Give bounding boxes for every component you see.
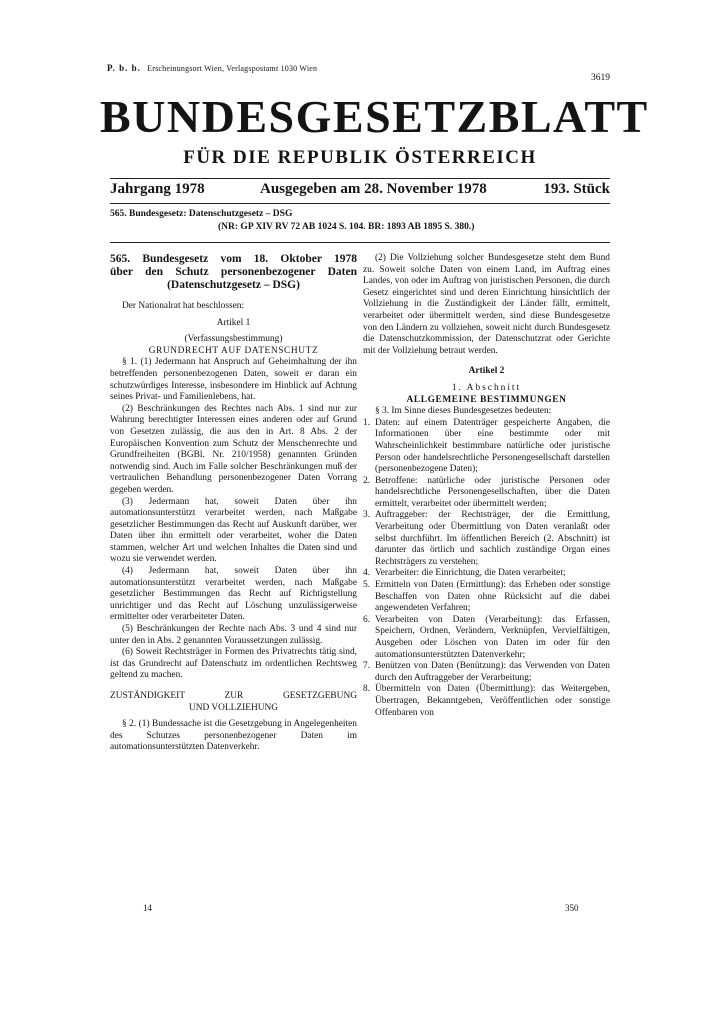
section-1-heading: 1. Abschnitt — [451, 382, 522, 393]
divider-bottom — [110, 242, 610, 243]
postal-note: Erscheinungsort Wien, Verlagspostamt 1030 Wien — [147, 64, 318, 73]
definitions-list — [363, 418, 610, 719]
paragraph: § 1. (1) Jedermann hat Anspruch auf Geheimhaltung der ihn betreffenden personenbezogenen Daten, soweit er daran ein schutzwürdiges Interesse, insbesondere im Hinblick auf Achtung seines Privat- und Familienlebens, hat. — [110, 357, 357, 403]
list-item: 4. Verarbeiter: die Einrichtung, die Daten verarbeitet; — [363, 568, 566, 579]
list-item: 2. Betroffene: natürliche oder juristische Personen oder handelsrechtliche Personengesellschaften, über die Daten ermittelt, verarbeitet oder übermittelt werden; — [363, 475, 610, 509]
intro-text: Der Nationalrat hat beschlossen: — [122, 301, 245, 311]
masthead-subtitle: FÜR DIE REPUBLIK ÖSTERREICH — [183, 147, 537, 168]
law-title-line-1: 565. Bundesgesetz vom 18. Oktober 1978 — [110, 253, 357, 265]
right-column — [363, 253, 610, 719]
contents-summary — [110, 208, 610, 234]
summary-line-1: 565. Bundesgesetz: Datenschutzgesetz – DSG — [110, 209, 293, 219]
list-item: 3. Auftraggeber: der Rechtsträger, der die Ermittlung, Verarbeitung oder Übermittlung von Daten veranlaßt oder selbst durchführt. Im öffentlichen Bereich (2. Abschnitt) ist darunter das örtlich und sachlich zuständige Organ eines Rechtsträgers zu verstehen; — [363, 510, 610, 567]
issue-year: Jahrgang 1978 — [110, 181, 205, 197]
list-item: 6. Verarbeiten von Daten (Verarbeitung): das Erfassen, Speichern, Ordnen, Verändern, Verknüpfen, Vervielfältigen, Ausgeben oder Löschen von Daten im oder für den automationsunterstützten Datenverkehr; — [363, 614, 610, 660]
paragraph: (5) Beschränkungen der Rechte nach Abs. 3 und 4 sind nur unter den in Abs. 2 genannten Voraussetzungen zulässig. — [110, 624, 357, 646]
footer-right-number: 350 — [565, 903, 579, 913]
section-heading-zustaendigkeit: ZUSTÄNDIGKEIT ZUR GESETZGEBUNG — [110, 691, 357, 701]
issue-line — [110, 181, 610, 201]
paragraph: (2) Beschränkungen des Rechtes nach Abs. 1 sind nur zur Wahrung berechtigter Interessen eines anderen oder auf Grund von Gesetzen zulässig, die aus den in Art. 8 Abs. 2 der Europäischen Konvention zum Schutz der Menschenrechte und Grundfreiheiten (BGBl. Nr. 210/1958) genannten Gründen notwendig sind. Auch im Falle solcher Beschränkungen muß der vertraulichen Behandlung personenbezogener Daten Vorrang gegeben werden. — [110, 403, 357, 495]
page-number: 3619 — [591, 73, 610, 83]
issue-piece: 193. Stück — [543, 181, 610, 197]
law-title — [110, 253, 357, 292]
masthead-title: BUNDESGESETZBLATT — [100, 91, 649, 142]
issue-date: Ausgegeben am 28. November 1978 — [260, 181, 487, 197]
list-item: 7. Benützen von Daten (Benützung): das Verwenden von Daten durch den Auftraggeber der Verarbeitung; — [363, 661, 610, 683]
article-1-subheading: (Verfassungsbestimmung) — [184, 334, 283, 345]
footer-left-number: 14 — [143, 903, 152, 913]
postal-header — [107, 63, 317, 73]
summary-line-2: (NR: GP XIV RV 72 AB 1024 S. 104. BR: 1893 AB 1895 S. 380.) — [218, 222, 475, 232]
left-column — [110, 253, 357, 754]
section-heading-zustaendigkeit-2: UND VOLLZIEHUNG — [188, 702, 279, 713]
paragraph: (2) Die Vollziehung solcher Bundesgesetze steht dem Bund zu. Soweit solche Daten von einem Land, im Auftrag eines Landes, von oder im Auftrag von juristischen Personen, die durch Gesetz eingerichtet sind und deren Einrichtung hinsichtlich der Vollziehung in die Zuständigkeit der Länder fällt, ermittelt, verarbeitet oder übermittelt werden, sind diese Bundesgesetze von den Ländern zu vollziehen, soweit nicht durch Bundesgesetz die Datenschutzkommission, der Datenschutzrat oder Gerichte mit der Vollziehung betraut werden. — [363, 253, 610, 356]
paragraph: (6) Soweit Rechtsträger in Formen des Privatrechts tätig sind, ist das Grundrecht auf Datenschutz im ordentlichen Rechtsweg geltend zu machen. — [110, 647, 357, 681]
law-title-line-2: über den Schutz personenbezogener Daten — [110, 266, 357, 278]
divider-middle — [110, 203, 610, 204]
section-heading-grundrecht: GRUNDRECHT AUF DATENSCHUTZ — [148, 345, 319, 356]
paragraph: § 3. Im Sinne dieses Bundesgesetzes bedeuten: — [375, 406, 552, 417]
pbb-mark: P. b. b. — [107, 63, 141, 73]
paragraph: (4) Jedermann hat, soweit Daten über ihn automationsunterstützt verarbeitet werden, nach Maßgabe gesetzlicher Bestimmungen das Recht auf Richtigstellung unrichtiger und das Recht auf Löschung unzulässigerweise ermittelter oder verarbeiteter Daten. — [110, 566, 357, 623]
article-2-heading: Artikel 2 — [468, 366, 505, 377]
paragraph: (3) Jedermann hat, soweit Daten über ihn automationsunterstützt verarbeitet werden, nach Maßgabe gesetzlicher Bestimmungen das Recht auf Auskunft darüber, wer Daten über ihn ermittelt oder verarbeitet, woher die Daten stammen, welcher Art und welchen Inhaltes die Daten sind und wozu sie verwendet werden. — [110, 496, 357, 565]
paragraph: § 2. (1) Bundessache ist die Gesetzgebung in Angelegenheiten des Schutzes personenbezogener Daten im automationsunterstützten Datenverkehr. — [110, 719, 357, 753]
list-item: 5. Ermitteln von Daten (Ermittlung): das Erheben oder sonstige Beschaffen von Daten ohne Rücksicht auf die dabei angewendeten Verfahren; — [363, 580, 610, 614]
law-title-line-3: (Datenschutzgesetz – DSG) — [167, 279, 300, 291]
article-1-heading: Artikel 1 — [216, 317, 251, 328]
list-item: 1. Daten: auf einem Datenträger gespeicherte Angaben, die Informationen über eine bestimmte oder mit Wahrscheinlichkeit bestimmbare natürliche oder juristische Person oder handelsrechtliche Personengesellschaft darstellen (personenbezogene Daten); — [363, 417, 610, 475]
list-item: 8. Übermitteln von Daten (Übermittlung): das Weitergeben, Übertragen, Bekanntgeben, Veröffentlichen oder sonstige Offenbaren von — [363, 684, 610, 718]
divider-top — [110, 178, 610, 179]
section-heading-allgemein: ALLGEMEINE BESTIMMUNGEN — [406, 394, 567, 405]
